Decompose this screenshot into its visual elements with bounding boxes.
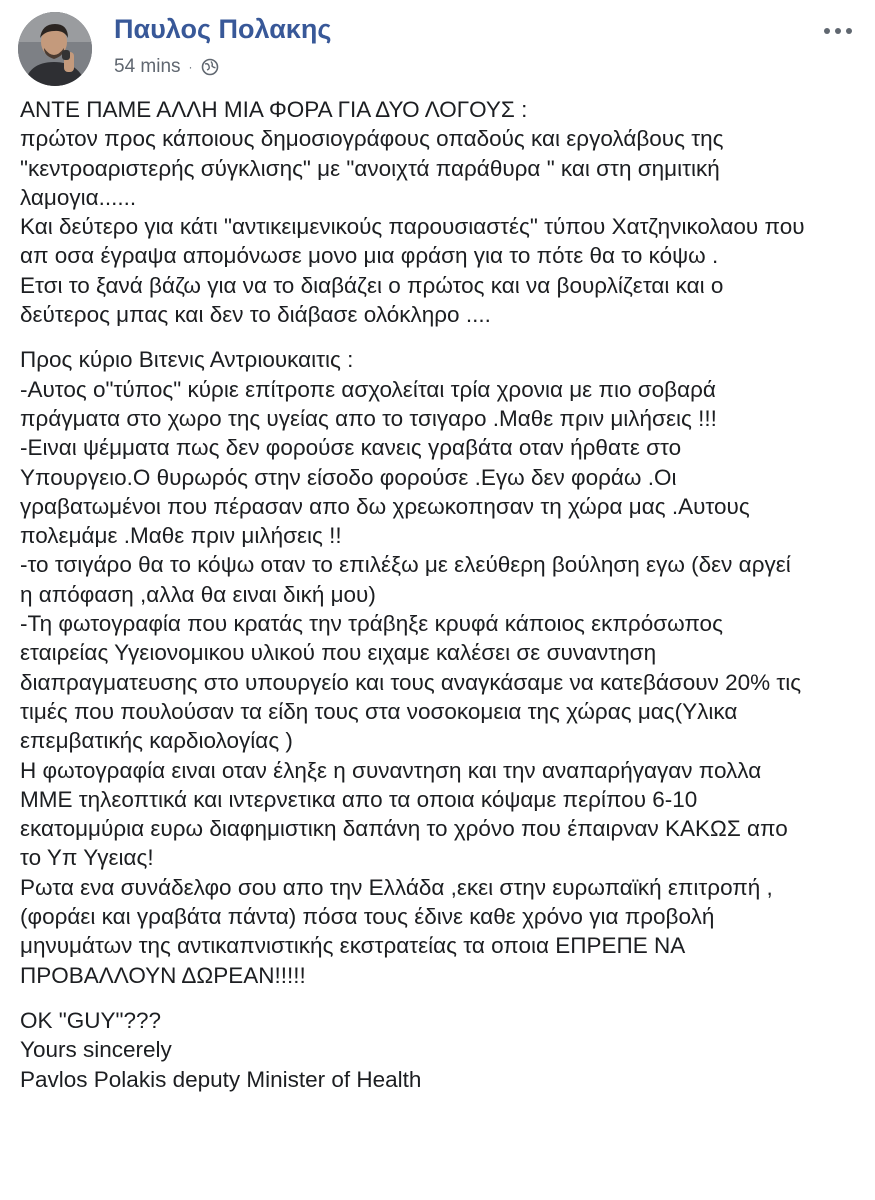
post-text-line: -Ειναι ψέμματα πως δεν φορούσε κανεις γραβάτα οταν ήρθατε στο	[20, 435, 682, 461]
post-text-line: OK "GUY"???	[20, 1007, 162, 1033]
post-text-line: "κεντροαριστερής σύγκλισης" με "ανοιχτά παράθυρα " και στη σημιτική	[20, 155, 720, 181]
avatar-photo	[18, 12, 92, 86]
post-timestamp[interactable]: 54 mins	[114, 56, 181, 77]
post-text-line: λαμογια......	[20, 184, 137, 210]
post-text-line: εκατομμύρια ευρω διαφημιστικη δαπάνη το χρόνο που έπαιρναν ΚΑΚΩΣ απο	[20, 816, 788, 842]
post-text-line: (φοράει και γραβάτα πάντα) πόσα τους έδινε καθε χρόνο για προβολή	[20, 904, 715, 930]
post-paragraph	[20, 1006, 860, 1094]
post-text-line: επεμβατικής καρδιολογίας )	[20, 728, 293, 754]
separator-dot: ·	[188, 60, 193, 74]
post-text-line: δεύτερος μπας και δεν το διάβασε ολόκληρο ....	[20, 302, 491, 328]
globe-icon[interactable]	[201, 58, 219, 76]
post-text-line: απ οσα έγραψα απομόνωσε μονο μια φράση για το πότε θα το κόψω .	[20, 243, 719, 269]
post-text-line: Προς κύριο Βιτενις Αντριουκαιτις :	[20, 347, 354, 373]
post-text-line: ΜΜΕ τηλεοπτικά και ιντερνετικα απο τα οποια κόψαμε περίπου 6-10	[20, 786, 698, 812]
post-text-line: -Αυτος ο"τύπος" κύριε επίτροπε ασχολείται τρία χρονια με πιο σοβαρά	[20, 376, 716, 402]
post-text-line: γραβατωμένοι που πέρασαν απο δω χρεωκοπησαν τη χώρα μας .Αυτους	[20, 493, 750, 519]
post-text-line: πράγματα στο χωρο της υγείας απο το τσιγαρο .Μαθε πριν μιλήσεις !!!	[20, 405, 717, 431]
post-text-line: Υπουργειο.Ο θυρωρός στην είσοδο φορούσε .Εγω δεν φοράω .Οι	[20, 464, 677, 490]
post-text-line: εταιρείας Υγειονομικου υλικού που ειχαμε καλέσει σε συναντηση	[20, 640, 657, 666]
avatar[interactable]	[18, 12, 92, 86]
post-text-line: το Υπ Υγειας!	[20, 845, 154, 871]
post-text-line: μηνυμάτων της αντικαπνιστικής εκστρατείας τα οποια ΕΠΡΕΠΕ ΝΑ	[20, 933, 686, 959]
post-text-line: πρώτον προς κάποιους δημοσιογράφους οπαδούς και εργολάβους της	[20, 126, 724, 152]
post-text-line: Η φωτογραφία ειναι οταν έληξε η συναντηση και την αναπαρήγαγαν πολλα	[20, 757, 762, 783]
post-text-line: Ετσι το ξανά βάζω για να το διαβάζει ο πρώτος και να βουρλίζεται και ο	[20, 272, 724, 298]
post-text-line: ΠΡΟΒΑΛΛΟΥΝ ΔΩΡΕΑΝ!!!!!	[20, 962, 306, 988]
post-meta	[114, 56, 219, 78]
post-text-line: -Τη φωτογραφία που κρατάς την τράβηξε κρυφά κάποιος εκπρόσωπος	[20, 611, 723, 637]
post-paragraph	[20, 345, 860, 990]
post-text-line: διαπραγματευσης στο υπουργείο και τους αναγκάσαμε να κατεβάσουν 20% τις	[20, 669, 802, 695]
post-header	[18, 12, 858, 92]
post-text-line: Και δεύτερο για κάτι "αντικειμενικούς παρουσιαστές" τύπου Χατζηνικολαου που	[20, 214, 805, 240]
post-text-line: πολεμάμε .Μαθε πριν μιλήσεις !!	[20, 523, 342, 549]
post-text-line: Ρωτα ενα συνάδελφο σου απο την Ελλάδα ,εκει στην ευρωπαϊκή επιτροπή ,	[20, 874, 773, 900]
post-text-line: η απόφαση ,αλλα θα ειναι δική μου)	[20, 581, 376, 607]
post-body	[20, 95, 860, 1094]
post-paragraph	[20, 95, 860, 329]
post-text-line: Pavlos Polakis deputy Minister of Health	[20, 1066, 422, 1092]
post-text-line: Yours sincerely	[20, 1037, 172, 1063]
post-text-line: -το τσιγάρο θα το κόψω οταν το επιλέξω με ελεύθερη βούληση εγω (δεν αργεί	[20, 552, 791, 578]
more-dots-icon[interactable]	[818, 16, 858, 46]
author-name[interactable]: Παυλος Πολακης	[114, 14, 332, 44]
post-text-line: τιμές που πουλούσαν τα είδη τους στα νοσοκομεια της χώρας μας(Υλικα	[20, 698, 738, 724]
post-text-line: ΑΝΤΕ ΠΑΜΕ ΑΛΛΗ ΜΙΑ ΦΟΡΑ ΓΙΑ ΔΥΟ ΛΟΓΟΥΣ :	[20, 97, 528, 122]
